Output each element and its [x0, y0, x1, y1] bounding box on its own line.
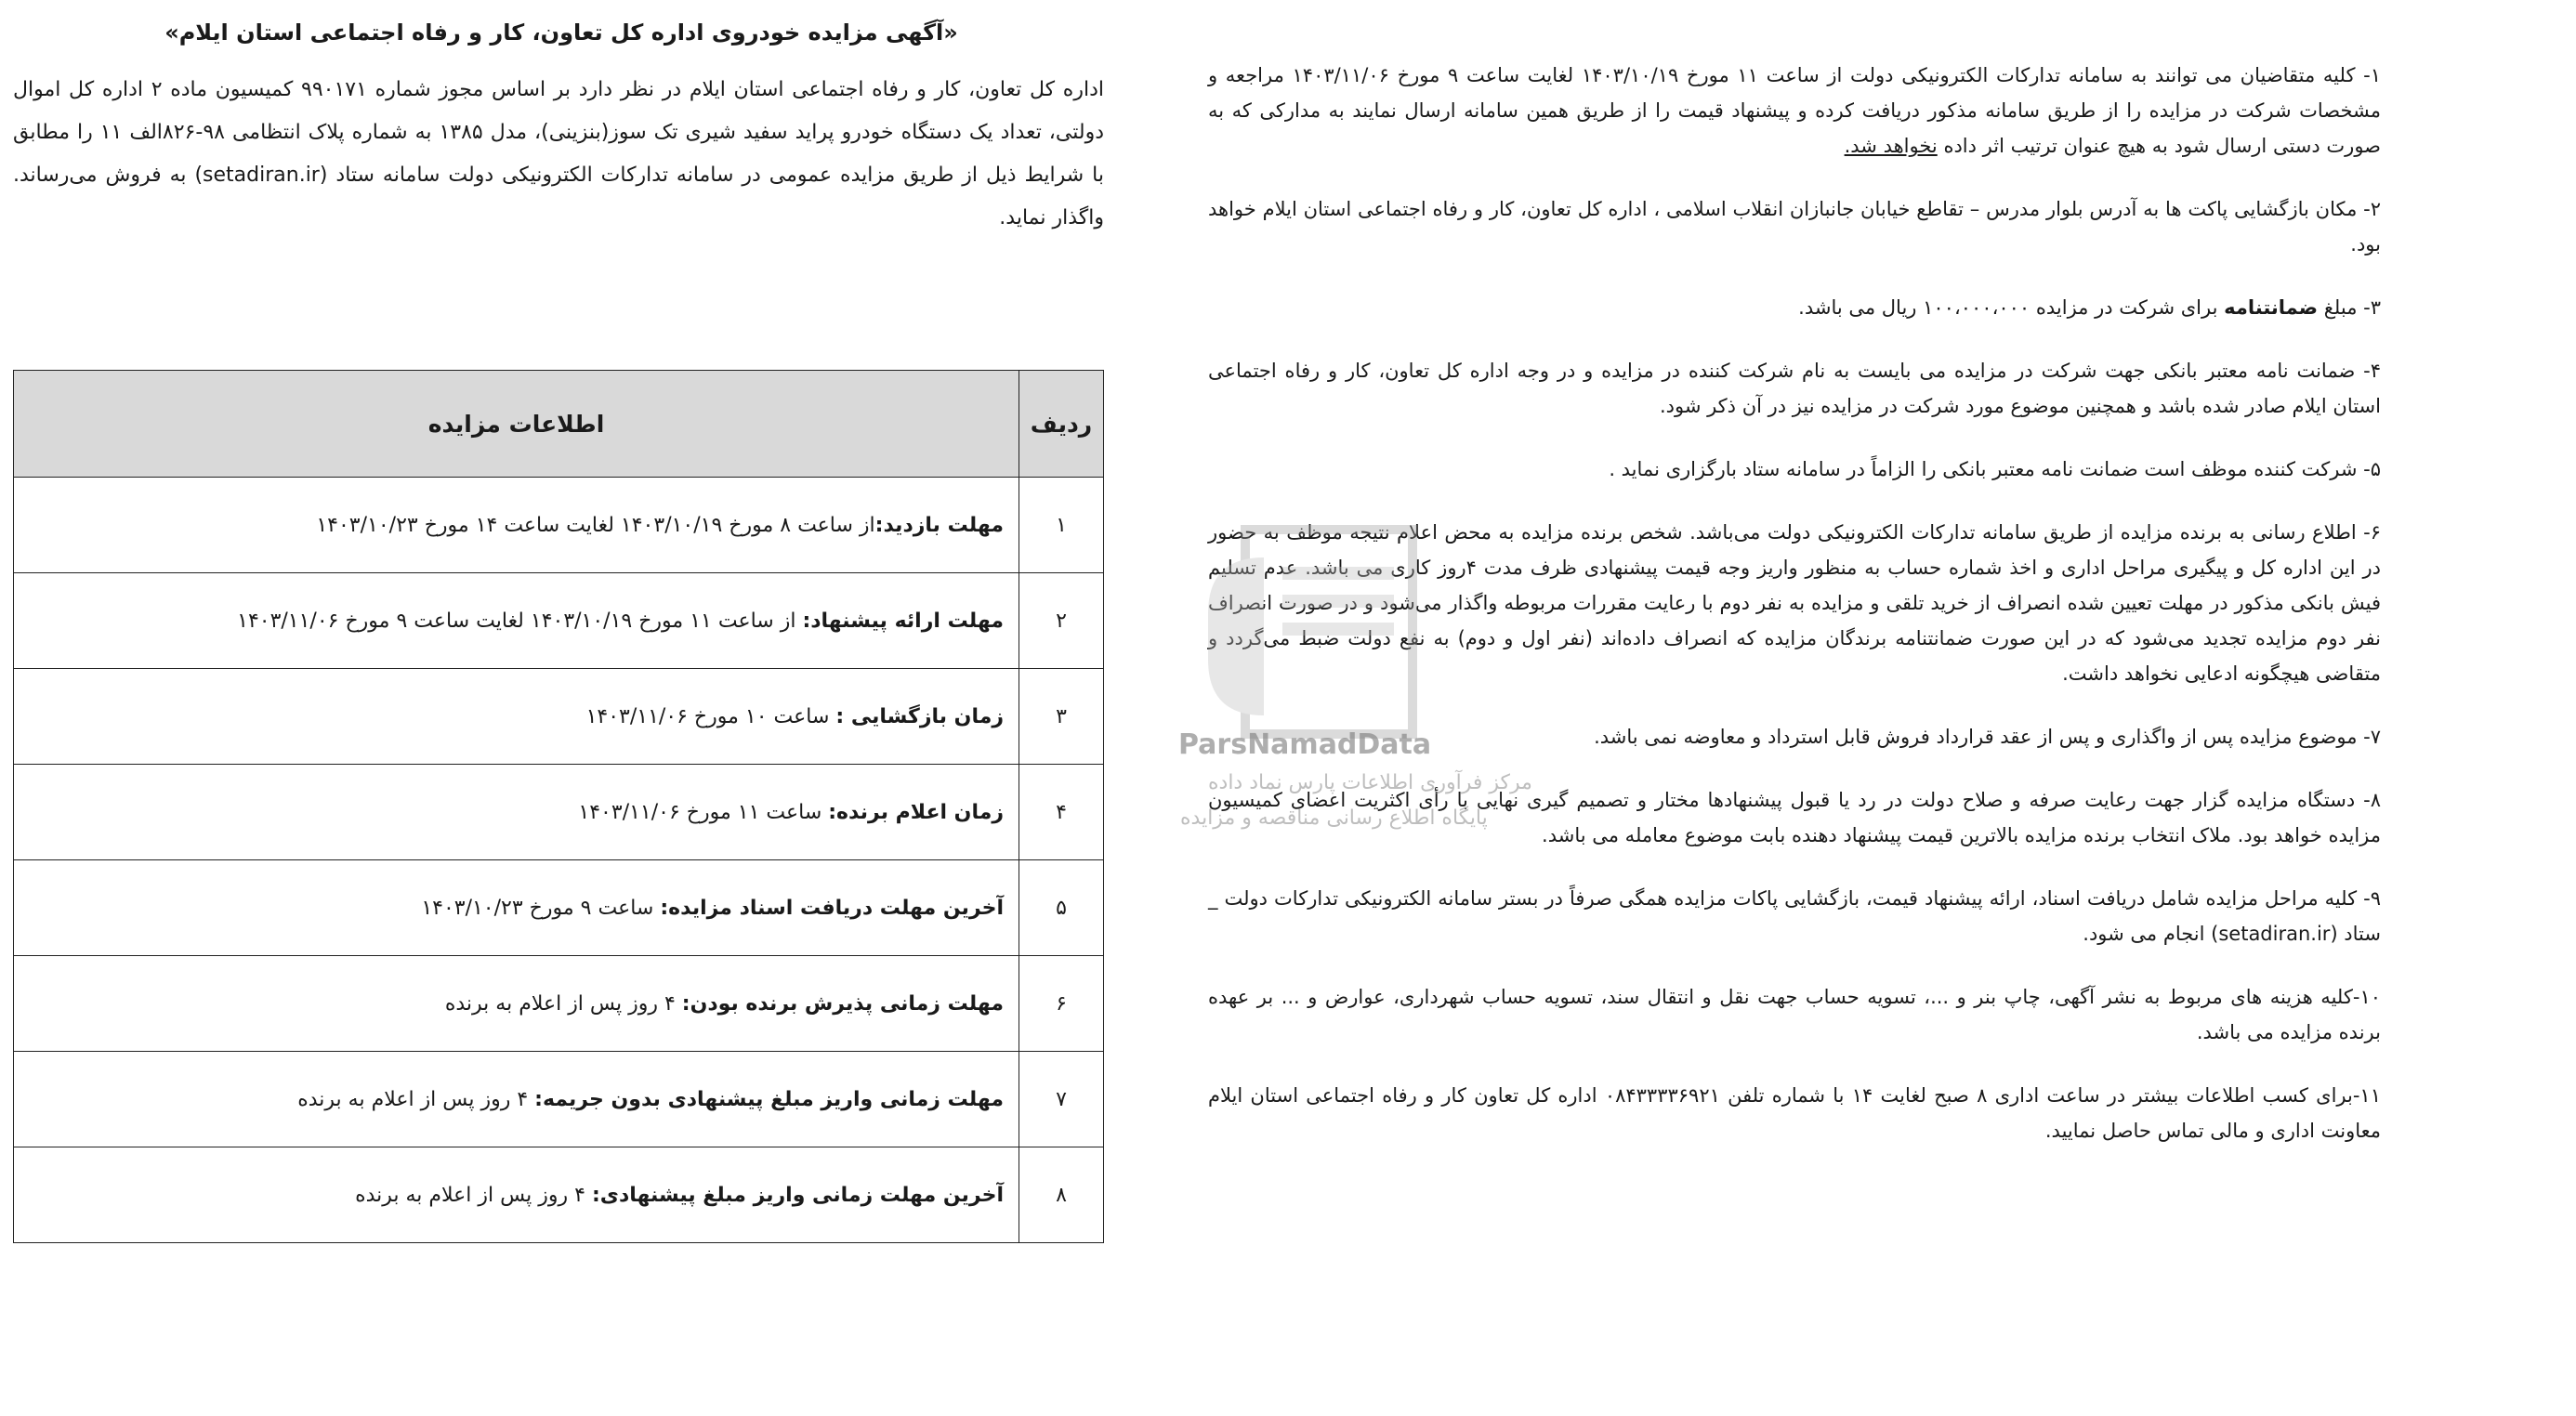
row-number: ۵	[1019, 860, 1104, 956]
condition-3	[1208, 290, 2381, 325]
table-header-row	[14, 371, 1104, 478]
row-number: ۱	[1019, 478, 1104, 573]
auction-info-table	[13, 370, 1104, 1243]
notice-left-column	[13, 13, 1110, 240]
row-number: ۲	[1019, 573, 1104, 669]
condition-9: ۹- کلیه مراحل مزایده شامل دریافت اسناد، ارائه پیشنهاد قیمت، بازگشایی پاکات مزایده همگی صرفاً در بستر سامانه الکترونیکی تدارکات دولت _ ستاد (setadiran.ir) انجام می شود.	[1208, 887, 2381, 945]
row-info	[14, 765, 1019, 860]
row-info	[14, 956, 1019, 1052]
row-label: آخرین مهلت زمانی واریز مبلغ پیشنهادی:	[592, 1183, 1004, 1207]
condition-5: ۵- شرکت کننده موظف است ضمانت نامه معتبر بانکی را الزاماً در سامانه ستاد بارگزاری نماید .	[1609, 458, 2381, 480]
row-info	[14, 860, 1019, 956]
header-row-number: ردیف	[1019, 371, 1104, 478]
row-label: زمان بازگشایی :	[835, 704, 1004, 728]
table-row	[14, 1052, 1104, 1147]
row-value: ساعت ۹ مورخ ۱۴۰۳/۱۰/۲۳	[421, 896, 654, 920]
condition-3-prefix: ۳- مبلغ	[2323, 296, 2381, 319]
row-label: مهلت بازدید:	[874, 513, 1004, 537]
condition-6: ۶- اطلاع رسانی به برنده مزایده از طریق سامانه تدارکات الکترونیکی دولت می‌باشد. شخص برنده مزایده به محض اعلام نتیجه موظف به حضور در این اداره کل و پیگیری مراحل اداری و اخذ شماره حساب به منظور واریز وجه قیمت پیشنهادی ظرف مدت ۴روز کاری می باشد. عدم تسلیم فیش بانکی مذکور در مهلت تعیین شده انصراف از خرید تلقی و مزایده به نفر دوم با رعایت مقررات مربوطه واگذار می‌شود و در صورت انصراف نفر دوم مزایده تجدید می‌شود که در این صورت ضمانتنامه برندگان مزایده که انصراف داده‌اند (نفر اول و دوم) به نفع دولت ضبط می‌گردد و متقاضی هیچگونه ادعایی نخواهد داشت.	[1208, 521, 2381, 685]
table-row	[14, 669, 1104, 765]
table-row	[14, 573, 1104, 669]
condition-3-bold: ضمانتنامه	[2224, 296, 2319, 319]
row-value: ۴ روز پس از اعلام به برنده	[297, 1087, 529, 1111]
notice-title: «آگهی مزایده خودروی اداره کل تعاون، کار و رفاه اجتماعی استان ایلام»	[164, 20, 958, 46]
condition-1	[1208, 58, 2381, 164]
row-value: ۴ روز پس از اعلام به برنده	[444, 991, 676, 1016]
condition-10: ۱۰-کلیه هزینه های مربوط به نشر آگهی، چاپ بنر و ...، تسویه حساب جهت نقل و انتقال سند، تسویه حساب شهرداری، عوارض و ... بر عهده برنده مزایده می باشد.	[1208, 986, 2381, 1043]
condition-1-underlined: نخواهد شد.	[1844, 135, 1938, 157]
condition-7: ۷- موضوع مزایده پس از واگذاری و پس از عقد قرارداد فروش قابل استرداد و معاوضه نمی باشد.	[1594, 726, 2381, 748]
table-row	[14, 478, 1104, 573]
notice-intro	[13, 69, 1110, 240]
conditions-list	[1208, 58, 2381, 1176]
row-label: زمان اعلام برنده:	[828, 800, 1004, 824]
row-value: از ساعت ۱۱ مورخ ۱۴۰۳/۱۰/۱۹ لغایت ساعت ۹ مورخ ۱۴۰۳/۱۱/۰۶	[237, 609, 796, 633]
header-auction-info: اطلاعات مزایده	[14, 371, 1019, 478]
row-value: از ساعت ۸ مورخ ۱۴۰۳/۱۰/۱۹ لغایت ساعت ۱۴ مورخ ۱۴۰۳/۱۰/۲۳	[316, 513, 875, 537]
row-value: ساعت ۱۱ مورخ ۱۴۰۳/۱۱/۰۶	[578, 800, 822, 824]
row-label: مهلت ارائه پیشنهاد:	[802, 609, 1004, 633]
table-row	[14, 860, 1104, 956]
table-row	[14, 956, 1104, 1052]
intro-paragraph: اداره کل تعاون، کار و رفاه اجتماعی استان ایلام در نظر دارد بر اساس مجوز شماره ۹۹۰۱۷۱ کمیسیون ماده ۲ اداره کل اموال دولتی، تعداد یک دستگاه خودرو پراید سفید شیری تک سوز(بنزینی)، مدل ۱۳۸۵ به شماره پلاک انتظامی ۹۸-۸۲۶الف ۱۱ را مطابق با شرایط ذیل از طریق مزایده عمومی در سامانه تدارکات الکترونیکی دولت سامانه ستاد (setadiran.ir) به فروش می‌رساند. واگذار نماید.	[13, 78, 1104, 229]
table-row	[14, 765, 1104, 860]
row-number: ۳	[1019, 669, 1104, 765]
condition-1-text: ۱- کلیه متقاضیان می توانند به سامانه تدارکات الکترونیکی دولت از ساعت ۱۱ مورخ ۱۴۰۳/۱۰/۱۹ لغایت ساعت ۹ مورخ ۱۴۰۳/۱۱/۰۶ مراجعه و مشخصات شرکت در مزایده را از طریق سامانه مذکور دریافت کرده و پیشنهاد قیمت را از طریق همین سامانه ارسال نمایند به مدارکی که به صورت دستی ارسال شود به هیچ عنوان ترتیب اثر داده	[1208, 64, 2381, 157]
row-label: آخرین مهلت دریافت اسناد مزایده:	[660, 896, 1004, 920]
condition-8: ۸- دستگاه مزایده گزار جهت رعایت صرفه و صلاح دولت در رد یا قبول پیشنهادها مختار و تصمیم گیری نهایی با رأی اکثریت اعضای کمیسیون مزایده خواهد بود. ملاک انتخاب برنده مزایده بالاترین قیمت پیشنهاد دهنده بابت موضوع معامله می باشد.	[1208, 789, 2381, 846]
condition-2: ۲- مکان بازگشایی پاکت ها به آدرس بلوار مدرس – تقاطع خیابان جانبازان انقلاب اسلامی ، اداره کل تعاون، کار و رفاه اجتماعی استان ایلام خواهد بود.	[1208, 198, 2381, 256]
row-info	[14, 1147, 1019, 1243]
condition-3-suffix: برای شرکت در مزایده ۱۰۰،۰۰۰،۰۰۰ ریال می باشد.	[1798, 296, 2218, 319]
row-label: مهلت زمانی پذیرش برنده بودن:	[681, 991, 1004, 1016]
row-value: ساعت ۱۰ مورخ ۱۴۰۳/۱۱/۰۶	[585, 704, 830, 728]
row-info	[14, 1052, 1019, 1147]
table-row	[14, 1147, 1104, 1243]
row-number: ۴	[1019, 765, 1104, 860]
row-info	[14, 573, 1019, 669]
condition-4: ۴- ضمانت نامه معتبر بانکی جهت شرکت در مزایده می بایست به نام شرکت کننده در مزایده و در وجه اداره کل تعاون، کار و رفاه اجتماعی استان ایلام صادر شده باشد و همچنین موضوع مورد شرکت در مزایده نیز در آن ذکر شود.	[1208, 360, 2381, 417]
row-number: ۶	[1019, 956, 1104, 1052]
row-info	[14, 478, 1019, 573]
watermark-line-2: پایگاه اطلاع رسانی مناقصه و مزایده	[1180, 806, 1488, 830]
row-number: ۸	[1019, 1147, 1104, 1243]
row-info	[14, 669, 1019, 765]
watermark-line-1: مرکز فرآوری اطلاعات پارس نماد داده	[1208, 771, 1532, 794]
condition-11: ۱۱-برای کسب اطلاعات بیشتر در ساعت اداری ۸ صبح لغایت ۱۴ با شماره تلفن ۰۸۴۳۳۳۳۶۹۲۱ اداره کل تعاون کار و رفاه اجتماعی استان ایلام معاونت اداری و مالی تماس حاصل نمایید.	[1208, 1084, 2381, 1142]
row-number: ۷	[1019, 1052, 1104, 1147]
watermark-brand: ParsNamadData	[1178, 728, 1432, 761]
row-label: مهلت زمانی واریز مبلغ پیشنهادی بدون جریمه:	[534, 1087, 1004, 1111]
row-value: ۴ روز پس از اعلام به برنده	[355, 1183, 585, 1207]
